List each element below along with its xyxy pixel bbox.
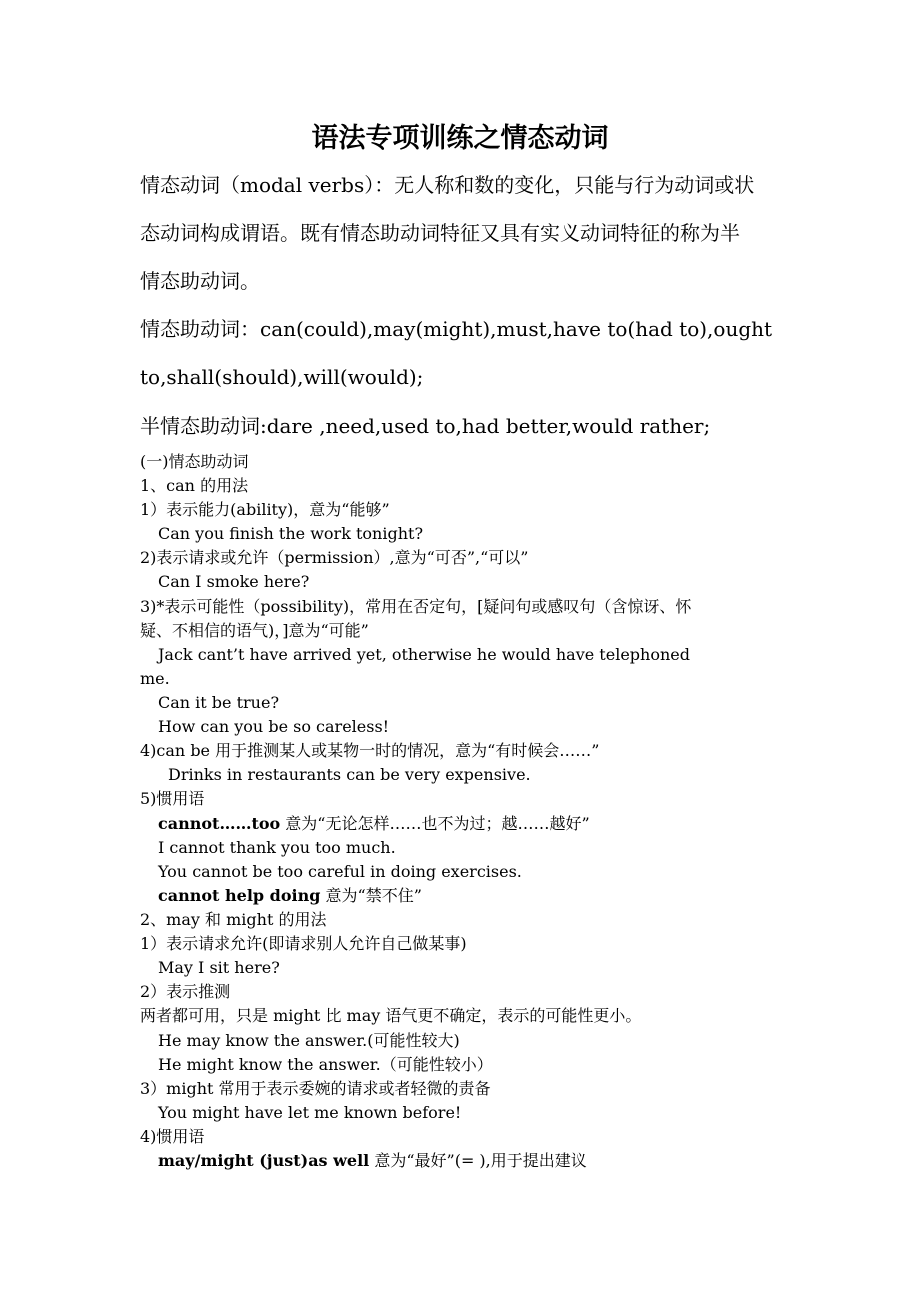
example-sentence: Drinks in restaurants can be very expensive. [168, 765, 531, 784]
usage-point: 1）表示能力(ability)，意为“能够” [140, 500, 390, 519]
semi-modal-line: 半情态助动词:dare ,need,used to,had better,would rather; [140, 414, 711, 438]
subsection-heading: 2、may 和 might 的用法 [140, 910, 327, 929]
example-sentence: Jack cant’t have arrived yet, otherwise he would have telephoned [158, 645, 690, 664]
example-sentence: How can you be so careless! [158, 717, 390, 736]
intro-line: 情态助动词。 [140, 269, 260, 293]
example-sentence: Can it be true? [158, 693, 280, 712]
usage-point: 4)惯用语 [140, 1127, 205, 1146]
idiom-line [158, 1150, 808, 1172]
idiom-term: cannot help doing [158, 886, 321, 905]
idiom-meaning: 意为“最好”(= ),用于提出建议 [369, 1151, 587, 1170]
example-sentence: He may know the answer.(可能性较大) [158, 1031, 460, 1050]
idiom-meaning: 意为“禁不住” [320, 886, 422, 905]
usage-point: 1）表示请求允许(即请求别人允许自己做某事) [140, 934, 467, 953]
example-sentence: He might know the answer.（可能性较小） [158, 1055, 493, 1074]
page-title: 语法专项训练之情态动词 [311, 123, 609, 154]
section-heading: (一)情态助动词 [140, 452, 249, 471]
idiom-meaning: 意为“无论怎样……也不为过；越……越好” [280, 814, 590, 833]
example-sentence: May I sit here? [158, 958, 280, 977]
usage-description: 两者都可用，只是 might 比 may 语气更不确定，表示的可能性更小。 [140, 1006, 642, 1025]
idiom-term: may/might (just)as well [158, 1151, 370, 1170]
example-sentence: Can I smoke here? [158, 572, 310, 591]
usage-point: 5)惯用语 [140, 789, 205, 808]
intro-line: 情态动词（modal verbs）：无人称和数的变化，只能与行为动词或状 [140, 173, 755, 197]
usage-point: 3）might 常用于表示委婉的请求或者轻微的责备 [140, 1079, 491, 1098]
usage-point: 2)表示请求或允许（permission）,意为“可否”,“可以” [140, 548, 529, 567]
usage-point: 4)can be 用于推测某人或某物一时的情况，意为“有时候会……” [140, 741, 600, 760]
modal-verbs-line: to,shall(should),will(would); [140, 365, 424, 389]
idiom-line [158, 813, 808, 835]
idiom-line [158, 885, 808, 907]
usage-point: 3)*表示可能性（possibility)，常用在否定句，[疑问句或感叹句（含惊讶、怀 [140, 597, 692, 616]
example-sentence: You cannot be too careful in doing exercises. [158, 862, 522, 881]
example-sentence: me. [140, 669, 170, 688]
intro-line: 态动词构成谓语。既有情态助动词特征又具有实义动词特征的称为半 [140, 221, 740, 245]
example-sentence: Can you finish the work tonight? [158, 524, 424, 543]
usage-point: 疑、不相信的语气)，]意为“可能” [140, 621, 369, 640]
subsection-heading: 1、can 的用法 [140, 476, 249, 495]
modal-verbs-line: 情态助动词：can(could),may(might),must,have to(had to),ought [140, 317, 773, 341]
example-sentence: I cannot thank you too much. [158, 838, 396, 857]
example-sentence: You might have let me known before! [158, 1103, 462, 1122]
idiom-term: cannot……too [158, 814, 281, 833]
usage-point: 2）表示推测 [140, 982, 231, 1001]
